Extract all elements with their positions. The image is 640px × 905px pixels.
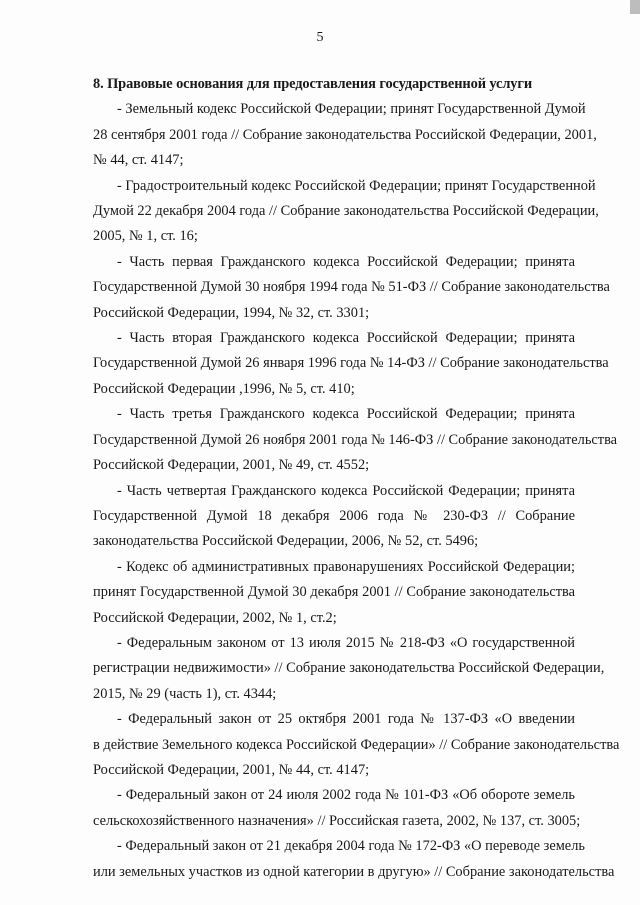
- item-line: законодательства Российской Федерации, 2006, № 52, ст. 5496;: [93, 533, 479, 550]
- item-line: - Часть третья Гражданского кодекса Российской Федерации; принята: [117, 406, 575, 423]
- item-line: - Часть первая Гражданского кодекса Российской Федерации; принята: [117, 253, 575, 270]
- section-title: 8. Правовые основания для предоставления государственной услуги: [93, 76, 533, 92]
- legal-basis-item: [93, 707, 620, 783]
- legal-basis-item: [93, 631, 605, 707]
- legal-basis-item: [93, 250, 610, 326]
- item-line: Российской Федерации, 1994, № 32, ст. 3301;: [93, 304, 370, 321]
- item-line: - Федеральным законом от 13 июля 2015 № 218-ФЗ «О государственной: [117, 634, 575, 651]
- item-line: Государственной Думой 18 декабря 2006 года № 230-ФЗ // Собрание: [93, 507, 575, 524]
- item-line: сельскохозяйственного назначения» // Российская газета, 2002, № 137, ст. 3005;: [93, 812, 581, 829]
- item-line: 28 сентября 2001 года // Собрание законодательства Российской Федерации, 2001,: [93, 126, 597, 143]
- item-line: - Градостроительный кодекс Российской Федерации; принят Государственной: [117, 177, 596, 194]
- item-line: - Кодекс об административных правонарушениях Российской Федерации;: [117, 558, 575, 575]
- item-line: Государственной Думой 30 ноября 1994 года № 51-ФЗ // Собрание законодательства: [93, 279, 610, 296]
- item-line: Российской Федерации, 2001, № 44, ст. 4147;: [93, 761, 370, 778]
- legal-basis-item: [93, 479, 575, 555]
- item-line: Государственной Думой 26 января 1996 года № 14-ФЗ // Собрание законодательства: [93, 355, 609, 372]
- legal-basis-item: [93, 555, 575, 631]
- document-body: [93, 72, 620, 885]
- item-line: № 44, ст. 4147;: [93, 152, 184, 169]
- item-line: - Федеральный закон от 24 июля 2002 года № 101-ФЗ «Об обороте земель: [117, 787, 575, 804]
- scan-corner-mark: [630, 0, 640, 14]
- item-line: Российской Федерации ,1996, № 5, ст. 410;: [93, 380, 355, 397]
- item-line: Думой 22 декабря 2004 года // Собрание законодательства Российской Федерации,: [93, 203, 599, 220]
- legal-basis-item: [93, 783, 581, 834]
- legal-basis-item: [93, 174, 599, 250]
- item-line: - Земельный кодекс Российской Федерации; принят Государственной Думой: [117, 101, 586, 118]
- legal-basis-item: [93, 97, 597, 173]
- item-line: 2005, № 1, ст. 16;: [93, 228, 198, 245]
- item-line: или земельных участков из одной категории в другую» // Собрание законодательства: [93, 863, 615, 880]
- item-line: - Федеральный закон от 25 октября 2001 года № 137-ФЗ «О введении: [117, 711, 575, 728]
- item-line: Российской Федерации, 2002, № 1, ст.2;: [93, 609, 337, 626]
- legal-basis-item: [93, 326, 609, 402]
- item-line: регистрации недвижимости» // Собрание законодательства Российской Федерации,: [93, 660, 605, 677]
- item-line: 2015, № 29 (часть 1), ст. 4344;: [93, 685, 277, 702]
- item-line: - Федеральный закон от 21 декабря 2004 года № 172-ФЗ «О переводе земель: [117, 838, 585, 855]
- page-number: 5: [316, 30, 324, 45]
- item-line: Государственной Думой 26 ноября 2001 года № 146-ФЗ // Собрание законодательства: [93, 431, 618, 448]
- item-line: - Часть вторая Гражданского кодекса Российской Федерации; принята: [117, 330, 575, 347]
- item-line: в действие Земельного кодекса Российской Федерации» // Собрание законодательства: [93, 736, 620, 753]
- item-line: Российской Федерации, 2001, № 49, ст. 4552;: [93, 457, 370, 474]
- legal-basis-item: [93, 402, 618, 478]
- item-line: - Часть четвертая Гражданского кодекса Российской Федерации; принята: [117, 482, 575, 499]
- legal-basis-item: [93, 834, 615, 885]
- item-line: принят Государственной Думой 30 декабря 2001 // Собрание законодательства: [93, 584, 575, 601]
